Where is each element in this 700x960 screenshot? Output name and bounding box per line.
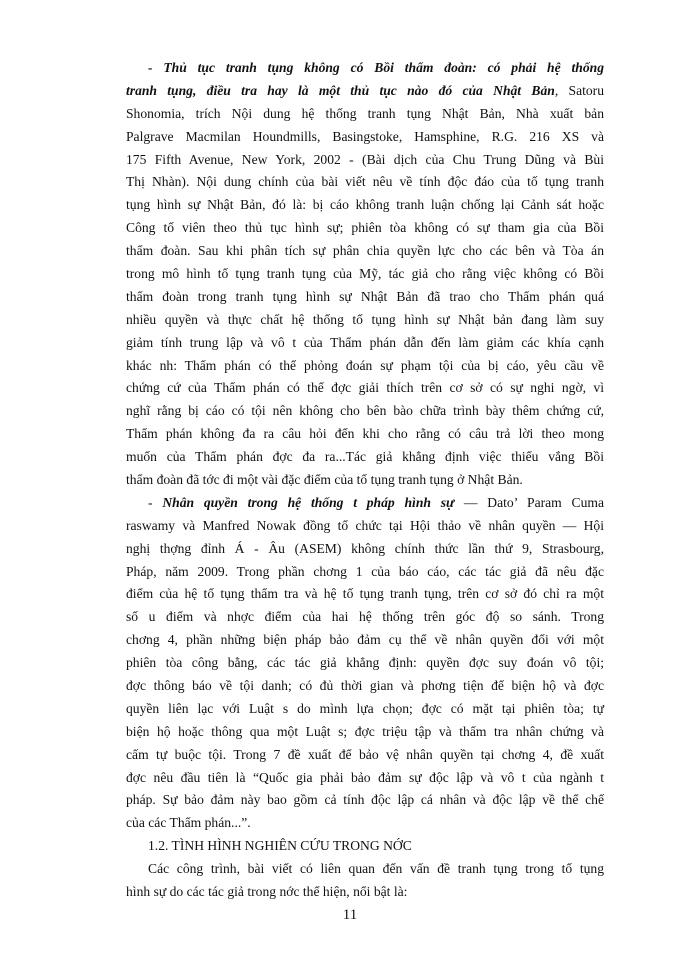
p1-title-italic-1: - Thủ tục tranh tụng không có Bồi thẩm đoàn: có phải hệ thống — [148, 60, 604, 75]
p1-line-10: trong mô hình tố tụng tranh tụng của Mỹ, tác giả cho rằng việc không có Bồi — [126, 266, 604, 281]
p1-line-7: tụng hình sự Nhật Bản, đó là: bị cáo không tranh luận chống lại Cảnh sát hoặc — [126, 197, 604, 212]
p2-line-1 — [148, 495, 604, 511]
p1-line-5: 175 Fifth Avenue, New York, 2002 - (Bài dịch của Chu Trung Dũng và Bùi — [126, 152, 604, 167]
p1-line-2 — [126, 83, 604, 99]
p1-line-18: muốn của Thẩm phán đợc đa ra...Tác giả khẳng định việc thiếu vắng Bồi — [126, 449, 604, 464]
p1-line-4: Palgrave Macmilan Houndmills, Basingstoke, Hamsphine, R.G. 216 XS và — [126, 129, 604, 144]
p2-line-2: raswamy và Manfred Nowak đồng tổ chức tại Hội thảo về nhân quyền — Hội — [126, 518, 604, 533]
p2-line-12: cấm tự buộc tội. Trong 7 đề xuất để bảo vệ nhân quyền tại chơng 4, đề xuất — [126, 747, 604, 762]
p3-line-2: hình sự do các tác giả trong nớc thể hiện, nổi bật là: — [126, 884, 408, 899]
p2-line-4: Pháp, năm 2009. Trong phần chơng 1 của báo cáo, các tác giả đã nêu đặc — [126, 564, 604, 579]
p2-line-9: đợc thông báo về tội danh; có đủ thời gian và phơng tiện để biện hộ và đợc — [126, 678, 604, 693]
p1-line-16: nghĩ rằng bị cáo có tội nên không cho bên bào chữa trình bày thêm chứng cứ, — [126, 403, 604, 418]
p2-line-13: đợc nêu đầu tiên là “Quốc gia phải bảo đảm sự độc lập và vô t của ngành t — [126, 770, 604, 785]
p2-line-7: chơng 4, phần những biện pháp bảo đảm cụ thể về nhân quyền đối với một — [126, 632, 604, 647]
p1-line-6: Thị Nhàn). Nội dung chính của bài viết nêu về tính độc đáo của tố tụng tranh — [126, 174, 604, 189]
p2-dash: - — [148, 495, 163, 510]
p2-line-6: số u điểm và nhợc điểm của hai hệ thống trên góc độ so sánh. Trong — [126, 609, 604, 624]
p1-line-9: thẩm đoàn. Sau khi phân tích sự phân chia quyền lực cho các bên và Tòa án — [126, 243, 604, 258]
p1-line-8: Công tố viên theo thủ tục hình sự; phiên tòa không có sự tham gia của Bồi — [126, 220, 604, 235]
p1-line-17: Thẩm phán không đa ra câu hỏi đến khi cho rằng có câu trả lời theo mong — [126, 426, 604, 441]
p1-title-italic-2: tranh tụng, điều tra hay là một thủ tục nào đó của Nhật Bản — [126, 83, 555, 98]
p2-line-15: của các Thẩm phán...”. — [126, 815, 251, 830]
p2-authors: — Dato’ Param Cuma — [454, 495, 604, 510]
p2-title-italic: Nhân quyền trong hệ thống t pháp hình sự — [162, 495, 455, 510]
p1-line-13: giảm tính trung lập và vô t của Thẩm phán dẫn đến làm giảm các khía cạnh — [126, 335, 604, 350]
p1-line-11: thẩm đoàn trong tranh tụng hình sự Nhật Bản đã trao cho Thẩm phán quá — [126, 289, 604, 304]
p1-author: , Satoru — [554, 83, 604, 98]
p1-line-3: Shonomia, trích Nội dung hệ thống tranh tụng Nhật Bản, Nhà xuất bản — [126, 106, 604, 121]
p2-line-11: biện hộ hoặc thông qua một Luật s; đợc triệu tập và thẩm tra nhân chứng và — [126, 724, 604, 739]
p2-line-5: điểm của hệ tố tụng thẩm tra và hệ tố tụng tranh tụng, trên cơ sở đó chỉ ra một — [126, 586, 604, 601]
p1-line-15: chứng cứ của Thẩm phán có thể đợc giải thích trên cơ sở có sự nghi ngờ, vì — [126, 380, 604, 395]
section-heading: 1.2. TÌNH HÌNH NGHIÊN CỨU TRONG NỚC — [148, 838, 412, 853]
p2-line-14: pháp. Sự bảo đảm này bao gồm cả tính độc lập cá nhân và độc lập về thể chế — [126, 792, 604, 807]
p1-line-12: nhiều quyền và thực chất hệ thống tố tụng hình sự Nhật bản đang làm suy — [126, 312, 604, 327]
p1-line-1 — [148, 60, 604, 76]
p2-line-10: quyền liên lạc với Luật s do mình lựa chọn; đợc có mặt tại phiên tòa; tự — [126, 701, 604, 716]
p1-line-19: thẩm đoàn đã tớc đi một vài đặc điểm của tố tụng tranh tụng ở Nhật Bản. — [126, 472, 523, 487]
p1-line-14: khác nh: Thẩm phán có thể phỏng đoán sự phạm tội của bị cáo, yêu cầu về — [126, 358, 604, 373]
p3-line-1: Các công trình, bài viết có liên quan đến vấn đề tranh tụng trong tố tụng — [148, 861, 604, 876]
page-number: 11 — [342, 907, 358, 923]
p2-line-8: phiên tòa công bằng, các tác giả khẳng định: quyền đợc suy đoán vô tội; — [126, 655, 604, 670]
p2-line-3: nghị thợng đỉnh Á - Âu (ASEM) không chính thức lần thứ 9, Strasbourg, — [126, 541, 604, 556]
